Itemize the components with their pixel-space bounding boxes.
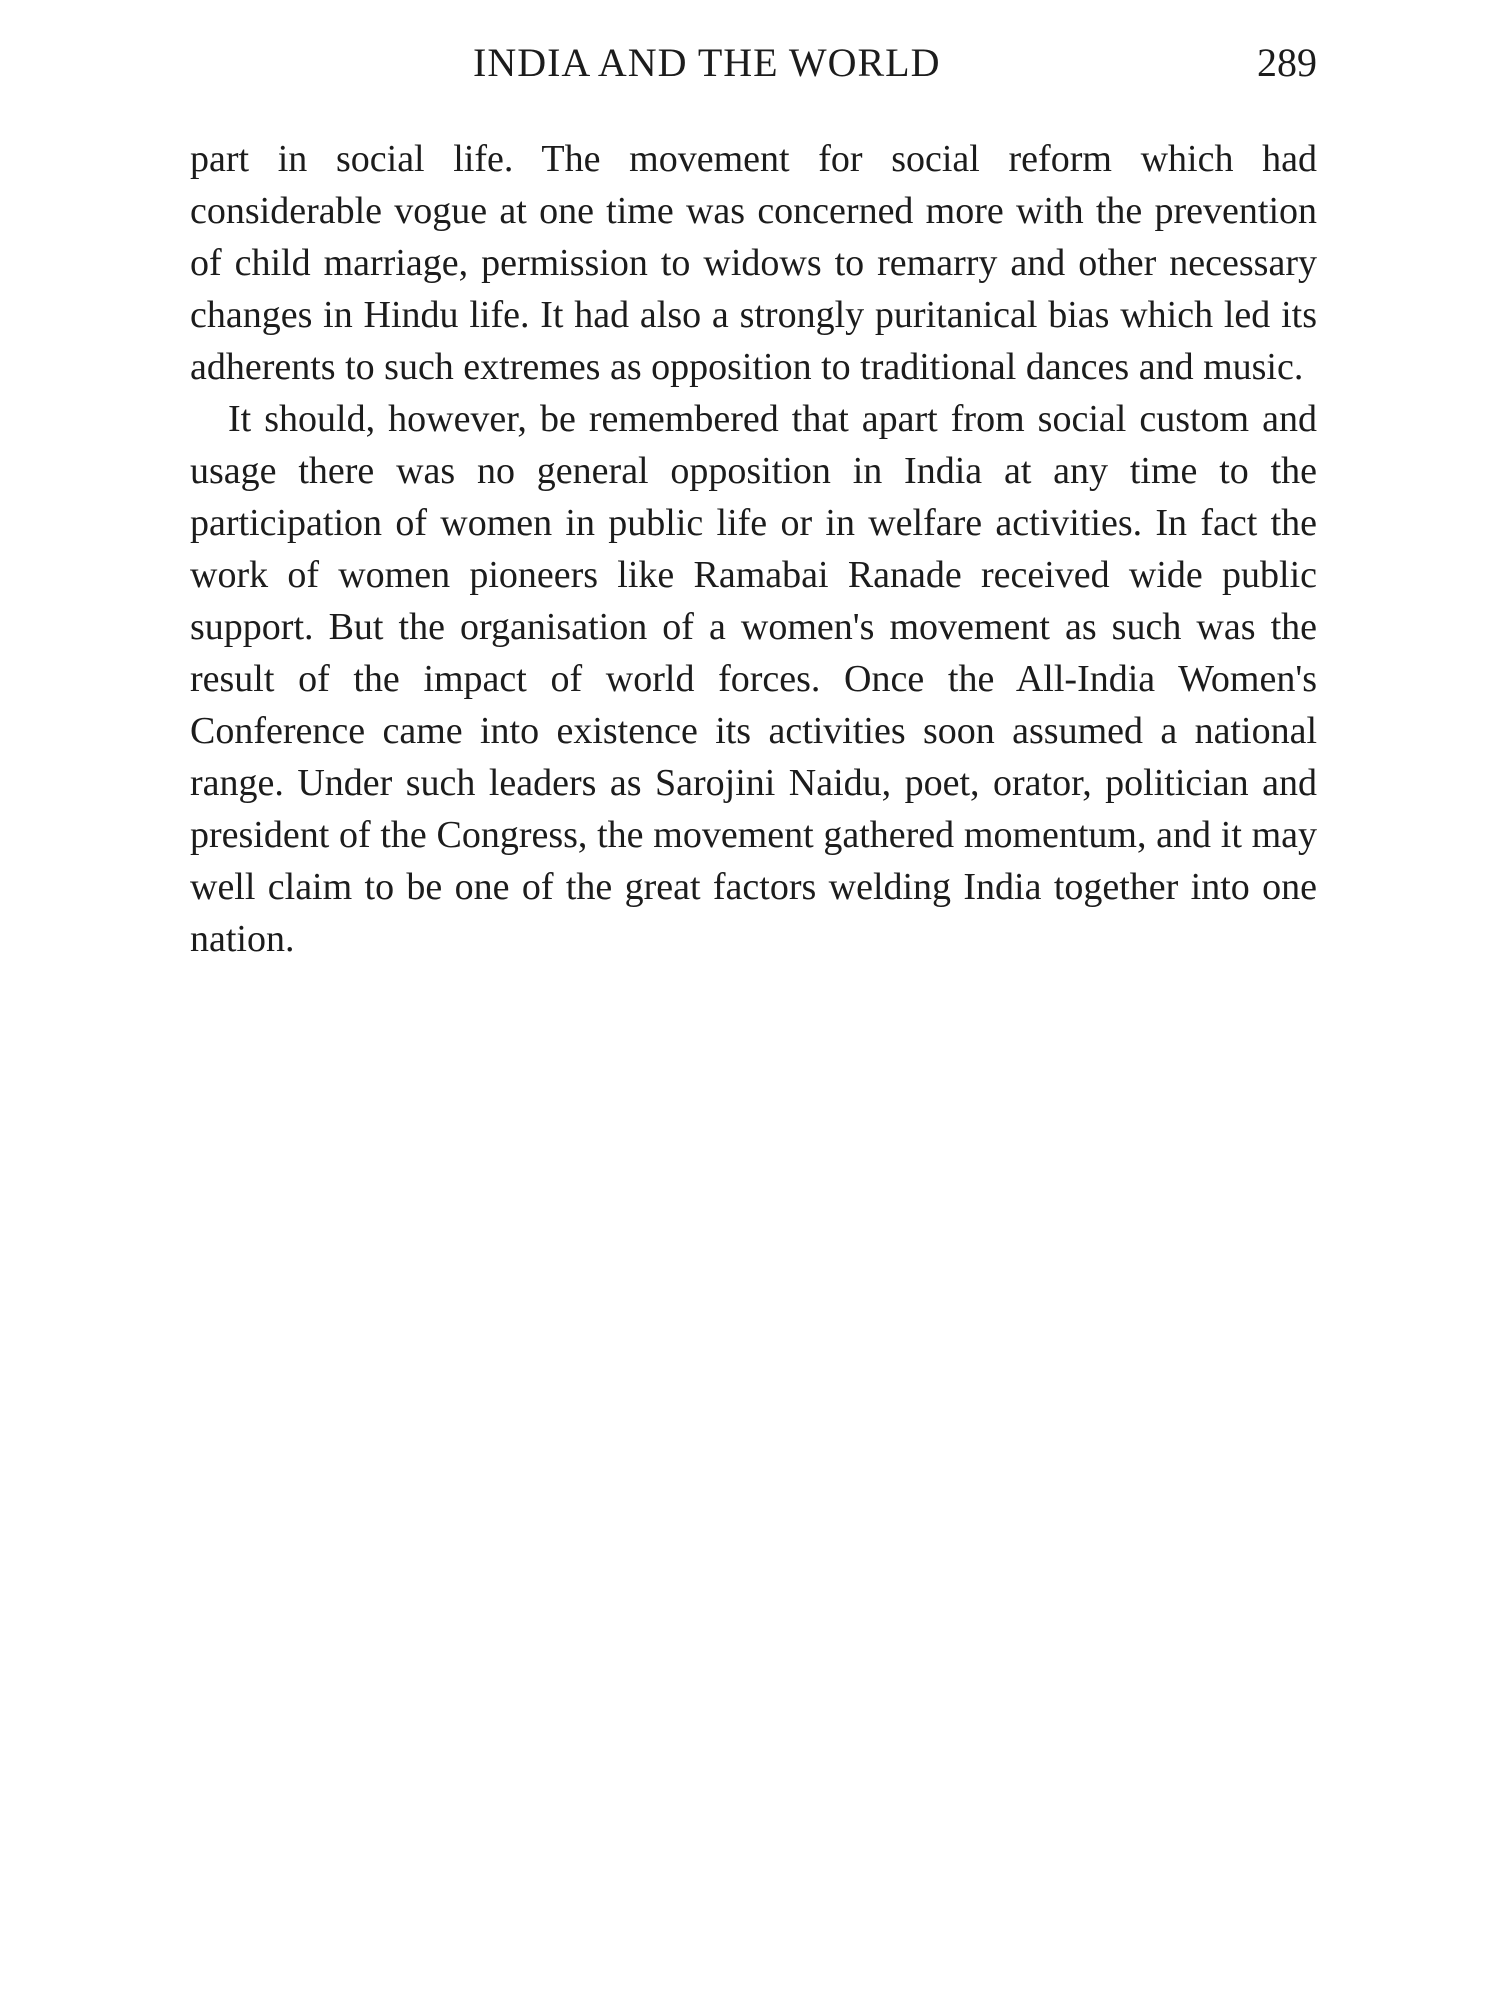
page-number: 289 [1257, 40, 1317, 85]
page-header [190, 38, 1317, 88]
body-text [190, 133, 1317, 965]
paragraph-continuation: part in social life. The movement for social reform which had considerable vogue at one time was concerned more with the prevention of child marriage, permission to widows to remarry and other necessary changes in Hindu life. It had also a strongly puritanical bias which led its adherents to such extremes as opposition to traditional dances and music. [190, 138, 1317, 388]
running-head: INDIA AND THE WORLD [473, 40, 941, 85]
paragraph-womens-movement: It should, however, be remembered that apart from social custom and usage there was no general opposition in India at any time to the participation of women in public life or in welfare activities. In fact the work of women pioneers like Ramabai Ranade received wide public support. But the organisation of a women's movement as such was the result of the impact of world forces. Once the All-India Women's Conference came into existence its activities soon assumed a national range. Under such leaders as Sarojini Naidu, poet, orator, politician and president of the Congress, the movement gathered momentum, and it may well claim to be one of the great factors welding India together into one nation. [190, 398, 1317, 960]
